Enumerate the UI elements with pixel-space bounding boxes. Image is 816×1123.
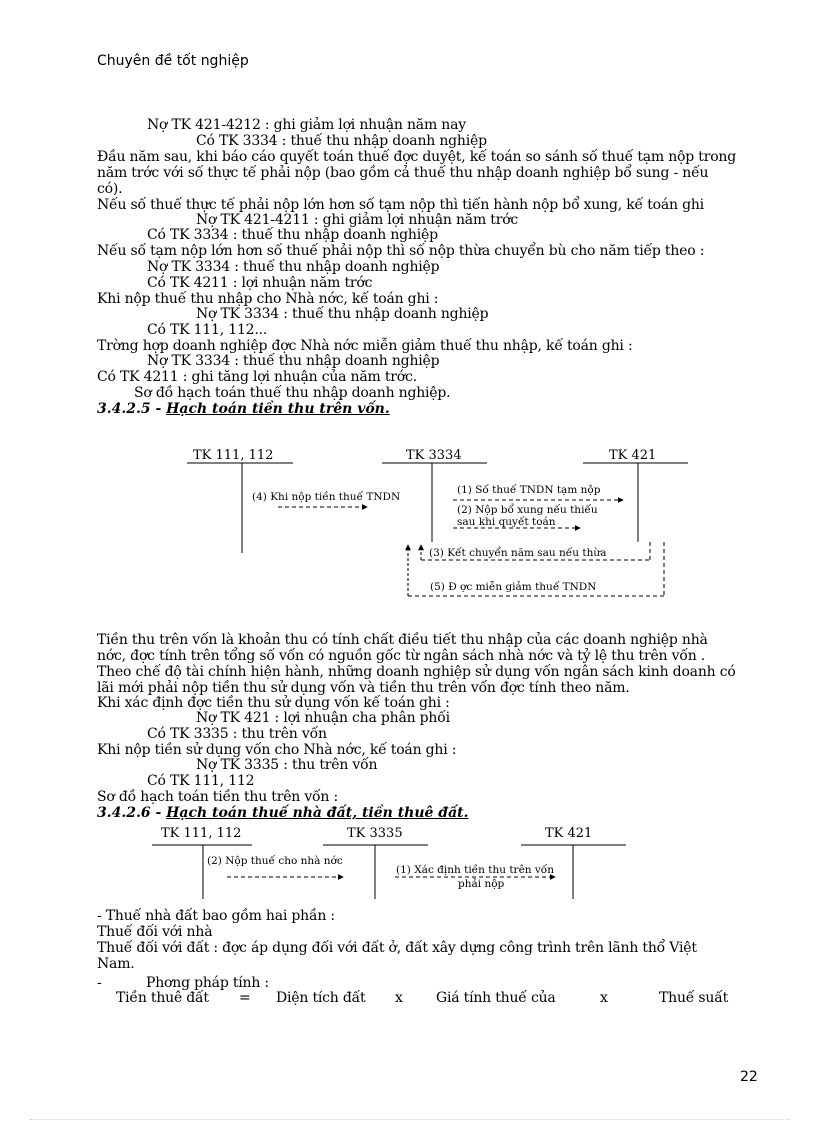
text-line: Khi nộp tiền sử dụng vốn cho Nhà nớc, kế toán ghi : — [97, 742, 457, 758]
formula-term: Thuế suất — [659, 990, 729, 1006]
section-heading — [97, 805, 469, 821]
formula-operator: = — [239, 990, 251, 1006]
bullet-dash: - — [97, 975, 102, 991]
account-label: TK 111, 112 — [161, 826, 242, 841]
page-bottom-rule — [30, 1119, 790, 1120]
flow-label: (3) Kết chuyển năm sau nếu thừa — [429, 547, 607, 559]
journal-line: Có TK 111, 112 — [147, 773, 255, 789]
flow-label: sau khi quyết toán — [457, 516, 556, 528]
text-line: Thuế đối với nhà — [97, 924, 213, 940]
flow-label: (2) Nộp thuế cho nhà nớc — [207, 855, 343, 867]
text-line: - Thuế nhà đất bao gồm hai phần : — [97, 908, 335, 924]
text-line: Theo chế độ tài chính hiện hành, những doanh nghiệp sử dụng vốn ngân sách kinh doanh có — [97, 664, 736, 680]
text-line: lãi mới phải nộp tiền thu sử dụng vốn và tiền thu trên vốn đợc tính theo năm. — [97, 680, 630, 696]
text-line: Tiền thu trên vốn là khoản thu có tính chất điều tiết thu nhập của các doanh nghiệp nhà — [97, 632, 708, 648]
journal-line: Nợ TK 421-4212 : ghi giảm lợi nhuận năm nay — [147, 117, 466, 133]
text-line: Sơ đồ hạch toán tiền thu trên vốn : — [97, 789, 339, 805]
journal-line: Có TK 4211 : ghi tăng lợi nhuận của năm trớc. — [97, 369, 417, 385]
formula-operator: x — [395, 990, 403, 1006]
account-label: TK 3335 — [347, 826, 403, 841]
formula-term: Giá tính thuế của — [436, 990, 556, 1006]
text-line: Thuế đối với đất : đợc áp dụng đối với đất ở, đất xây dựng công trình trên lãnh thổ Việt — [97, 940, 697, 956]
formula-operator: x — [600, 990, 608, 1006]
text-line: Sơ đồ hạch toán thuế thu nhập doanh nghiệp. — [134, 385, 451, 401]
text-line: có). — [97, 181, 123, 197]
page-number: 22 — [740, 1069, 758, 1085]
text-line: Nếu số tạm nộp lớn hơn số thuế phải nộp thì số nộp thừa chuyển bù cho năm tiếp theo : — [97, 243, 705, 259]
section-number: 3.4.2.6 - — [97, 805, 167, 821]
text-line: năm trớc với số thực tế phải nộp (bao gồm cả thuế thu nhập doanh nghiệp bổ sung - nếu — [97, 165, 709, 181]
flow-label: (1) Số thuế TNDN tạm nộp — [457, 484, 601, 496]
flow-label: (4) Khi nộp tiền thuế TNDN — [252, 491, 401, 503]
section-title: Hạch toán tiền thu trên vốn. — [166, 401, 390, 417]
text-line: nớc, đợc tính trên tổng số vốn có nguồn gốc từ ngân sách nhà nớc và tỷ lệ thu trên vốn . — [97, 648, 706, 664]
text-line: Khi nộp thuế thu nhập cho Nhà nớc, kế toán ghi : — [97, 291, 439, 307]
journal-line: Nợ TK 421-4211 : ghi giảm lợi nhuận năm trớc — [196, 212, 519, 228]
journal-line: Có TK 4211 : lợi nhuận năm trớc — [147, 275, 373, 291]
journal-line: Nợ TK 3334 : thuế thu nhập doanh nghiệp — [147, 353, 440, 369]
formula-term: Tiền thuê đất — [116, 990, 209, 1006]
account-label: TK 3334 — [406, 448, 462, 463]
flow-label: (5) Đ ợc miễn giảm thuế TNDN — [430, 581, 597, 593]
account-label: TK 421 — [545, 826, 593, 841]
journal-line: Có TK 3334 : thuế thu nhập doanh nghiệp — [147, 227, 438, 243]
flow-label: (2) Nộp bổ xung nếu thiếu — [457, 504, 598, 516]
text-line: Nam. — [97, 956, 135, 972]
text-line: Khi xác định đợc tiền thu sử dụng vốn kế toán ghi : — [97, 695, 450, 711]
journal-line: Nợ TK 3334 : thuế thu nhập doanh nghiệp — [147, 259, 440, 275]
text-line: Trờng hợp doanh nghiệp đợc Nhà nớc miễn giảm thuế thu nhập, kế toán ghi : — [97, 338, 633, 354]
formula-term: Diện tích đất — [276, 990, 366, 1006]
text-line: Phơng pháp tính : — [146, 975, 269, 991]
account-label: TK 421 — [609, 448, 657, 463]
text-line: Nếu số thuế thực tế phải nộp lớn hơn số tạm nộp thì tiến hành nộp bổ xung, kế toán ghi — [97, 197, 704, 213]
journal-line: Nợ TK 3335 : thu trên vốn — [196, 757, 378, 773]
flow-label: phải nộp — [458, 878, 505, 890]
page-header: Chuyên đề tốt nghiệp — [97, 53, 249, 69]
journal-line: Có TK 3334 : thuế thu nhập doanh nghiệp — [196, 133, 487, 149]
journal-line: Nợ TK 421 : lợi nhuận cha phân phối — [196, 710, 450, 726]
account-label: TK 111, 112 — [193, 448, 274, 463]
journal-line: Nợ TK 3334 : thuế thu nhập doanh nghiệp — [196, 306, 489, 322]
journal-line: Có TK 111, 112... — [147, 322, 268, 338]
text-line: Đầu năm sau, khi báo cáo quyết toán thuế đợc duyệt, kế toán so sánh số thuế tạm nộp trong — [97, 149, 737, 165]
journal-line: Có TK 3335 : thu trên vốn — [147, 726, 327, 742]
section-title: Hạch toán thuế nhà đất, tiền thuê đất. — [166, 805, 469, 821]
section-number: 3.4.2.5 - — [97, 401, 167, 417]
flow-label: (1) Xác định tiền thu trên vốn — [396, 864, 554, 876]
